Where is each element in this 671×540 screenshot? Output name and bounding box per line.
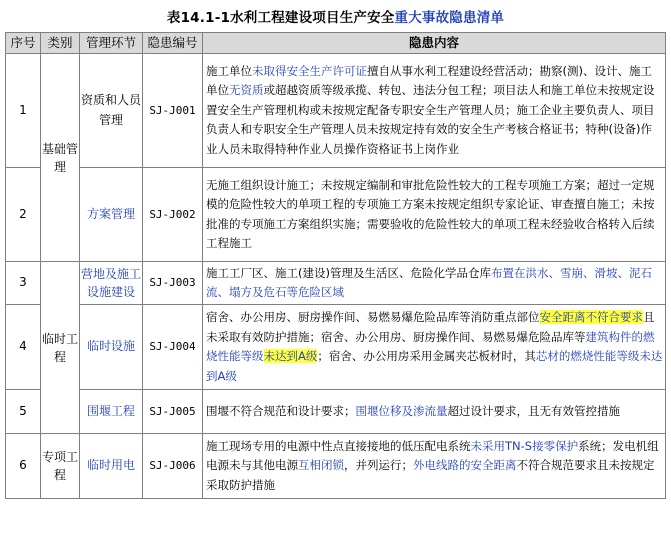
row-stage: 围堰工程	[80, 390, 143, 434]
table-header-row	[6, 33, 666, 54]
table-row	[6, 168, 666, 262]
header-no: 序号	[6, 33, 41, 54]
table-row	[6, 390, 666, 434]
highlighted-text: 外电线路的安全距离	[413, 458, 517, 473]
content-text: 超过设计要求，且无有效管控措施	[447, 403, 620, 418]
row-no: 5	[6, 390, 41, 434]
row-code: SJ-J005	[143, 390, 203, 434]
table-row	[6, 434, 666, 499]
highlighted-text: 围堰位移及渗流量	[355, 403, 448, 418]
content-text: 不符合规范要求且未按规定采取防护措施	[206, 458, 655, 492]
row-stage: 临时用电	[80, 434, 143, 499]
table-title-highlight: 重大事故隐患清单	[394, 10, 505, 26]
category-cell-basic: 基础管理	[41, 54, 80, 262]
table-row	[6, 262, 666, 305]
category-cell-temporary: 临时工程	[41, 262, 80, 434]
row-no: 4	[6, 305, 41, 390]
highlighted-text: 互相闭锁	[298, 458, 344, 473]
row-content	[203, 390, 666, 434]
table-row	[6, 305, 666, 390]
row-stage	[80, 262, 143, 305]
content-text: 且未采取有效防护措施；宿舍、办公用房、厨房操作间、易燃易爆危险品库等	[206, 310, 655, 344]
highlighted-text: 安全距离不符合要求	[539, 310, 643, 324]
content-text: 施工现场专用的电源中性点直接接地的低压配电系统	[206, 438, 471, 453]
row-stage: 营地及施工设施建设	[80, 267, 141, 299]
highlighted-text: 未采用TN-S接零保护	[470, 438, 579, 453]
row-no: 3	[6, 262, 41, 305]
highlighted-text: 未达到A级	[263, 349, 318, 363]
content-text: 擅自从事水利工程建设经营活动；勘察(测)、设计、施工单位	[206, 63, 652, 98]
table-title-prefix: 表14.1-1水利工程建设项目生产安全	[166, 10, 395, 26]
content-text: ；宿舍、办公用房采用金属夹芯板材时，其	[317, 349, 536, 363]
content-text: 施工工厂区、施工(建设)管理及生活区、危险化学品仓库	[206, 265, 491, 280]
table-title	[0, 6, 671, 26]
header-category: 类别	[41, 33, 80, 54]
row-code: SJ-J001	[143, 54, 203, 168]
row-no: 2	[6, 168, 41, 262]
row-code: SJ-J004	[143, 305, 203, 390]
row-content	[203, 434, 666, 499]
header-code: 隐患编号	[143, 33, 203, 54]
highlighted-text: 未取得安全生产许可证	[252, 63, 367, 78]
row-stage: 方案管理	[80, 168, 143, 262]
hazard-table	[5, 32, 666, 499]
row-stage: 资质和人员管理	[80, 54, 143, 168]
content-text: 宿舍、办公用房、厨房操作间、易燃易爆危险品库等消防重点部位	[206, 310, 540, 324]
highlighted-text: 布置在洪水、雪崩、滑坡、泥石流、塌方及危石等危险区域	[206, 265, 652, 299]
row-code: SJ-J006	[143, 434, 203, 499]
header-content: 隐患内容	[203, 33, 666, 54]
content-text: ，并列运行；	[344, 458, 413, 473]
row-content	[203, 262, 666, 305]
row-no: 1	[6, 54, 41, 168]
content-text: 系统；发电机组电源未与其他电源	[206, 438, 659, 473]
row-code: SJ-J002	[143, 168, 203, 262]
row-content	[203, 168, 666, 262]
highlighted-text: 芯材的燃烧性能等级未达到A级	[206, 349, 663, 383]
content-text: 无施工组织设计施工；未按规定编制和审批危险性较大的工程专项施工方案；超过一定规模的危险性较大的单项工程的专项施工方案未按规定组织专家论证、审查擅自施工；未按批准的专项施工方案组织实施；需要验收的危险性较大的单项工程未经验收合格转入后续工程施工	[206, 177, 655, 250]
row-content	[203, 54, 666, 168]
row-code: SJ-J003	[143, 262, 203, 305]
category-cell-special: 专项工程	[41, 434, 80, 499]
row-stage: 临时设施	[80, 305, 143, 390]
content-text: 施工单位	[206, 63, 252, 78]
content-text: 围堰不符合规范和设计要求；	[206, 403, 356, 418]
highlighted-text: 建筑构件的燃烧性能等级	[206, 329, 655, 363]
row-content	[203, 305, 666, 390]
header-stage: 管理环节	[80, 33, 143, 54]
table-row	[6, 54, 666, 168]
row-no: 6	[6, 434, 41, 499]
content-text: 或超越资质等级承揽、转包、违法分包工程；项目法人和施工单位未按规定设置安全生产管理机构或未按规定配备专职安全生产管理人员；施工企业主要负责人、项目负责人和专职安全生产管理人员未按规定持有效的安全生产考核合格证书；特种(设备)作业人员未取得特种作业人员操作资格证书上岗作业	[206, 83, 655, 156]
highlighted-text: 无资质	[229, 83, 264, 98]
